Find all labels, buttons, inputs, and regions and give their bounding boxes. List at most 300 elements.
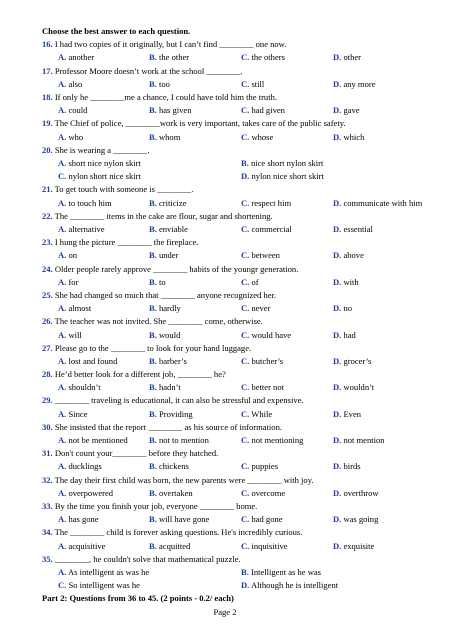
option-letter: A. xyxy=(58,382,67,393)
option-letter: B. xyxy=(149,105,157,116)
option-letter: C. xyxy=(58,580,67,591)
option-letter: B. xyxy=(149,435,157,446)
answer-option[interactable] xyxy=(58,104,87,117)
answer-option[interactable] xyxy=(333,355,371,368)
option-text: other xyxy=(343,52,362,63)
option-letter: A. xyxy=(58,435,67,446)
question-text: I had two copies of it originally, but I can’t find ________ one now. xyxy=(54,39,287,50)
answer-options xyxy=(42,566,442,579)
option-letter: B. xyxy=(149,303,157,314)
answer-options xyxy=(42,460,442,473)
option-text: on xyxy=(68,250,77,261)
option-text: with xyxy=(343,276,359,287)
answer-option[interactable] xyxy=(333,223,373,236)
option-text: Intelligent as he was xyxy=(250,567,321,578)
option-text: gave xyxy=(343,105,360,116)
option-text: not to mention xyxy=(158,435,209,446)
option-letter: C. xyxy=(241,514,250,525)
question-text: Don't count your________ before they hatched. xyxy=(54,448,219,459)
answer-option[interactable] xyxy=(241,276,259,289)
question-number: 29. xyxy=(42,395,53,406)
question-text: ________, he couldn't solve that mathematical puzzle. xyxy=(54,553,241,564)
option-text: will have gone xyxy=(158,514,210,525)
option-text: would xyxy=(158,329,181,340)
answer-option[interactable] xyxy=(241,381,284,394)
answer-option[interactable] xyxy=(149,329,180,342)
option-text: has gone xyxy=(68,514,99,525)
option-letter: B. xyxy=(149,131,157,142)
answer-options xyxy=(42,249,442,262)
option-letter: B. xyxy=(149,408,157,419)
option-text: which xyxy=(343,131,365,142)
question-text: The ________ child is forever asking questions. He's incredibly curious. xyxy=(54,527,303,538)
option-text: has given xyxy=(158,105,192,116)
option-letter: A. xyxy=(58,567,67,578)
option-letter: C. xyxy=(241,487,250,498)
answer-option[interactable] xyxy=(58,487,113,500)
option-letter: B. xyxy=(241,567,249,578)
answer-option[interactable] xyxy=(333,408,361,421)
option-text: nylon short nice skirt xyxy=(68,171,141,182)
option-letter: A. xyxy=(58,52,67,63)
answer-option[interactable] xyxy=(149,51,189,64)
option-text: exquisite xyxy=(343,540,375,551)
page-number: Page 2 xyxy=(213,607,237,617)
option-text: not mentioning xyxy=(251,435,304,446)
answer-options xyxy=(42,381,442,394)
answer-options xyxy=(42,540,442,553)
option-text: would have xyxy=(251,329,292,340)
option-text: hardly xyxy=(158,303,181,314)
question-number: 26. xyxy=(42,316,53,327)
option-letter: A. xyxy=(58,514,67,525)
question-stem xyxy=(42,263,442,276)
option-text: While xyxy=(251,408,273,419)
answer-option[interactable] xyxy=(149,408,193,421)
option-text: still xyxy=(251,78,265,89)
question-number: 19. xyxy=(42,118,53,129)
option-text: also xyxy=(68,78,83,89)
question-text: The Chief of police, ________work is very important, takes care of the public safety. xyxy=(54,118,346,129)
option-text: overthrow xyxy=(343,487,379,498)
option-letter: D. xyxy=(333,355,342,366)
question-text: She had changed so much that ________ anyone recognized her. xyxy=(54,289,277,300)
answer-option[interactable] xyxy=(333,276,359,289)
answer-option[interactable] xyxy=(333,78,376,91)
answer-option[interactable] xyxy=(241,540,288,553)
answer-option[interactable] xyxy=(241,408,272,421)
question-text: If only he ________me a chance, I could have told him the truth. xyxy=(54,91,277,102)
answer-options xyxy=(42,157,442,170)
option-text: inquisitive xyxy=(251,540,288,551)
option-letter: C. xyxy=(241,223,250,234)
answer-option[interactable] xyxy=(58,329,82,342)
option-text: essential xyxy=(343,223,373,234)
option-letter: C. xyxy=(241,303,250,314)
answer-option[interactable] xyxy=(149,513,209,526)
answer-options xyxy=(42,131,442,144)
answer-option[interactable] xyxy=(58,540,105,553)
question-number: 18. xyxy=(42,91,53,102)
answer-option[interactable] xyxy=(58,197,112,210)
answer-option[interactable] xyxy=(333,51,361,64)
option-letter: B. xyxy=(149,197,157,208)
answer-option[interactable] xyxy=(149,487,193,500)
answer-option[interactable] xyxy=(149,104,192,117)
option-text: better not xyxy=(251,382,284,393)
option-text: overpowered xyxy=(68,487,114,498)
answer-option[interactable] xyxy=(149,302,181,315)
question-number: 27. xyxy=(42,342,53,353)
answer-option[interactable] xyxy=(58,131,83,144)
option-text: acquisitive xyxy=(68,540,106,551)
answer-option[interactable] xyxy=(58,460,102,473)
option-text: enviable xyxy=(158,223,188,234)
question-number: 20. xyxy=(42,144,53,155)
answer-option[interactable] xyxy=(241,487,285,500)
question-stem xyxy=(42,236,442,249)
option-letter: B. xyxy=(149,329,157,340)
option-text: communicate with him xyxy=(343,197,423,208)
option-letter: A. xyxy=(58,250,67,261)
answer-option[interactable] xyxy=(333,513,378,526)
option-letter: C. xyxy=(241,52,250,63)
option-letter: C. xyxy=(241,355,250,366)
question-stem xyxy=(42,421,442,434)
option-letter: C. xyxy=(241,250,250,261)
question-number: 31. xyxy=(42,448,53,459)
answer-options xyxy=(42,197,442,210)
answer-option[interactable] xyxy=(333,540,374,553)
part-2-heading: Part 2: Questions from 36 to 45. (2 points - 0.2/ each) xyxy=(42,593,234,604)
question-number: 32. xyxy=(42,474,53,485)
option-letter: C. xyxy=(241,408,250,419)
answer-options xyxy=(42,408,442,421)
answer-option[interactable] xyxy=(241,513,283,526)
option-letter: A. xyxy=(58,105,67,116)
option-letter: D. xyxy=(333,78,342,89)
question-text: To get touch with someone is ________. xyxy=(54,184,194,195)
answer-option[interactable] xyxy=(333,104,360,117)
answer-options xyxy=(42,434,442,447)
option-text: respect him xyxy=(251,197,292,208)
option-text: could xyxy=(68,105,88,116)
question-stem xyxy=(42,91,442,104)
answer-options xyxy=(42,276,442,289)
option-letter: B. xyxy=(149,276,157,287)
option-letter: B. xyxy=(149,487,157,498)
option-letter: D. xyxy=(333,540,342,551)
option-text: not be mentioned xyxy=(68,435,128,446)
option-text: had given xyxy=(251,105,285,116)
option-letter: C. xyxy=(241,461,250,472)
option-text: to touch him xyxy=(68,197,112,208)
option-text: Providing xyxy=(158,408,193,419)
option-letter: D. xyxy=(333,408,342,419)
option-letter: C. xyxy=(241,197,250,208)
worksheet-page xyxy=(42,25,442,606)
option-text: had gone xyxy=(251,514,283,525)
option-text: lost and found xyxy=(68,355,118,366)
answer-option[interactable] xyxy=(333,381,374,394)
question-text: She is wearing a ________. xyxy=(54,144,150,155)
question-number: 33. xyxy=(42,501,53,512)
option-letter: B. xyxy=(149,250,157,261)
option-text: wouldn’t xyxy=(343,382,375,393)
option-text: So intelligent was he xyxy=(68,580,140,591)
answer-option[interactable] xyxy=(58,566,149,579)
answer-option[interactable] xyxy=(241,157,323,170)
option-letter: B. xyxy=(149,78,157,89)
option-letter: B. xyxy=(149,514,157,525)
option-letter: D. xyxy=(333,382,342,393)
option-letter: D. xyxy=(333,514,342,525)
option-letter: C. xyxy=(241,540,250,551)
answer-option[interactable] xyxy=(241,78,264,91)
option-letter: B. xyxy=(241,157,249,168)
option-text: whom xyxy=(158,131,181,142)
option-letter: D. xyxy=(333,461,342,472)
answer-option[interactable] xyxy=(58,434,128,447)
answer-option[interactable] xyxy=(333,249,364,262)
answer-option[interactable] xyxy=(58,513,99,526)
option-text: birds xyxy=(343,461,361,472)
option-letter: A. xyxy=(58,131,67,142)
option-letter: C. xyxy=(241,276,250,287)
question-stem xyxy=(42,500,442,513)
question-stem xyxy=(42,394,442,407)
answer-option[interactable] xyxy=(58,51,94,64)
question-text: Professor Moore doesn’t work at the school ________. xyxy=(54,65,243,76)
answer-option[interactable] xyxy=(241,197,291,210)
option-letter: A. xyxy=(58,408,67,419)
question-number: 25. xyxy=(42,289,53,300)
answer-option[interactable] xyxy=(241,249,280,262)
question-stem xyxy=(42,474,442,487)
question-stem xyxy=(42,553,442,566)
question-text: The day their first child was born, the new parents were ________ with joy. xyxy=(54,474,314,485)
answer-option[interactable] xyxy=(241,170,324,183)
answer-option[interactable] xyxy=(58,276,78,289)
question-number: 30. xyxy=(42,421,53,432)
option-letter: D. xyxy=(333,303,342,314)
option-letter: A. xyxy=(58,78,67,89)
section-heading: Choose the best answer to each question. xyxy=(42,26,191,36)
option-text: shouldn’t xyxy=(68,382,101,393)
option-text: too xyxy=(158,78,170,89)
answer-option[interactable] xyxy=(58,249,77,262)
answer-option[interactable] xyxy=(241,355,283,368)
answer-options xyxy=(42,104,442,117)
option-text: overtaken xyxy=(158,487,193,498)
question-stem xyxy=(42,144,442,157)
answer-option[interactable] xyxy=(149,381,181,394)
answer-option[interactable] xyxy=(241,131,273,144)
option-text: of xyxy=(251,276,259,287)
answer-option[interactable] xyxy=(149,540,190,553)
option-letter: B. xyxy=(149,355,157,366)
answer-option[interactable] xyxy=(241,579,338,592)
option-text: never xyxy=(251,303,271,314)
question-stem xyxy=(42,342,442,355)
question-number: 17. xyxy=(42,65,53,76)
question-stem xyxy=(42,315,442,328)
option-letter: A. xyxy=(58,197,67,208)
option-letter: A. xyxy=(58,303,67,314)
answer-option[interactable] xyxy=(149,460,189,473)
answer-option[interactable] xyxy=(333,302,352,315)
question-number: 16. xyxy=(42,39,53,50)
answer-options xyxy=(42,579,442,592)
option-letter: A. xyxy=(58,329,67,340)
option-text: overcome xyxy=(251,487,286,498)
option-text: ducklings xyxy=(68,461,102,472)
answer-options xyxy=(42,329,442,342)
option-letter: C. xyxy=(58,171,67,182)
option-text: will xyxy=(68,329,82,340)
option-text: no xyxy=(343,303,352,314)
question-number: 28. xyxy=(42,369,53,380)
option-letter: C. xyxy=(241,105,250,116)
answer-option[interactable] xyxy=(241,460,278,473)
option-text: grocer’s xyxy=(343,355,372,366)
answer-option[interactable] xyxy=(333,197,422,210)
option-text: not mention xyxy=(343,435,385,446)
answer-option[interactable] xyxy=(58,408,87,421)
option-text: barber’s xyxy=(158,355,187,366)
option-text: hadn’t xyxy=(158,382,181,393)
answer-option[interactable] xyxy=(333,329,356,342)
option-text: any more xyxy=(343,78,376,89)
answer-option[interactable] xyxy=(58,157,141,170)
option-text: under xyxy=(158,250,179,261)
option-letter: C. xyxy=(241,78,250,89)
option-text: who xyxy=(68,131,84,142)
question-number: 35. xyxy=(42,553,53,564)
option-text: puppies xyxy=(251,461,279,472)
option-letter: C. xyxy=(241,329,250,340)
option-letter: B. xyxy=(149,52,157,63)
option-letter: A. xyxy=(58,540,67,551)
option-text: for xyxy=(68,276,79,287)
question-number: 23. xyxy=(42,237,53,248)
question-text: By the time you finish your job, everyone ________ home. xyxy=(54,501,258,512)
option-text: another xyxy=(68,52,95,63)
answer-options xyxy=(42,51,442,64)
question-stem xyxy=(42,117,442,130)
option-letter: B. xyxy=(149,461,157,472)
question-text: The teacher was not invited. She ________ come, otherwise. xyxy=(54,316,263,327)
answer-option[interactable] xyxy=(241,434,303,447)
option-text: nice short nylon skirt xyxy=(250,157,324,168)
option-text: the other xyxy=(158,52,190,63)
question-text: Please go to the ________ to look for your hand luggage. xyxy=(54,342,252,353)
answer-option[interactable] xyxy=(149,197,187,210)
answer-option[interactable] xyxy=(149,276,166,289)
option-text: short nice nylon skirt xyxy=(68,157,141,168)
question-text: She insisted that the report ________ as his source of information. xyxy=(54,421,282,432)
option-letter: A. xyxy=(58,276,67,287)
option-letter: D. xyxy=(333,250,342,261)
option-letter: A. xyxy=(58,355,67,366)
answer-option[interactable] xyxy=(149,249,178,262)
answer-option[interactable] xyxy=(149,131,180,144)
question-stem xyxy=(42,183,442,196)
answer-option[interactable] xyxy=(58,381,101,394)
option-letter: A. xyxy=(58,223,67,234)
answer-option[interactable] xyxy=(149,434,209,447)
option-text: Although he is intelligent xyxy=(250,580,339,591)
option-text: chickens xyxy=(158,461,189,472)
question-text: ________ traveling is educational, it can also be stressful and expensive. xyxy=(54,395,304,406)
option-letter: D. xyxy=(333,435,342,446)
question-stem xyxy=(42,447,442,460)
answer-option[interactable] xyxy=(241,104,285,117)
question-list xyxy=(42,38,442,592)
answer-options xyxy=(42,223,442,236)
question-text: Older people rarely approve ________ habits of the youngr generation. xyxy=(54,263,299,274)
option-letter: D. xyxy=(333,276,342,287)
option-letter: D. xyxy=(333,329,342,340)
answer-option[interactable] xyxy=(58,355,117,368)
option-text: butcher’s xyxy=(251,355,284,366)
option-letter: A. xyxy=(58,461,67,472)
answer-option[interactable] xyxy=(241,566,321,579)
option-letter: B. xyxy=(149,382,157,393)
answer-option[interactable] xyxy=(58,223,105,236)
answer-option[interactable] xyxy=(333,434,385,447)
option-text: had xyxy=(343,329,356,340)
option-letter: C. xyxy=(241,435,250,446)
answer-option[interactable] xyxy=(241,51,285,64)
question-stem xyxy=(42,210,442,223)
option-letter: D. xyxy=(333,223,342,234)
answer-option[interactable] xyxy=(241,302,270,315)
answer-option[interactable] xyxy=(58,579,140,592)
option-text: Even xyxy=(343,408,362,419)
answer-option[interactable] xyxy=(333,460,361,473)
answer-option[interactable] xyxy=(149,223,188,236)
question-text: I hung the picture ________ the fireplace. xyxy=(54,237,199,248)
answer-options xyxy=(42,487,442,500)
answer-option[interactable] xyxy=(241,223,292,236)
answer-option[interactable] xyxy=(241,329,291,342)
answer-option[interactable] xyxy=(333,487,379,500)
question-number: 22. xyxy=(42,210,53,221)
answer-option[interactable] xyxy=(58,302,91,315)
question-number: 34. xyxy=(42,527,53,538)
option-letter: A. xyxy=(58,157,67,168)
option-letter: C. xyxy=(241,131,250,142)
question-stem xyxy=(42,38,442,51)
option-letter: D. xyxy=(333,105,342,116)
option-text: to xyxy=(158,276,166,287)
option-text: between xyxy=(251,250,280,261)
answer-option[interactable] xyxy=(149,78,170,91)
option-text: alternative xyxy=(68,223,105,234)
option-text: above xyxy=(343,250,364,261)
answer-option[interactable] xyxy=(149,355,187,368)
option-text: whose xyxy=(251,131,274,142)
option-text: nylon nice short skirt xyxy=(251,171,324,182)
answer-option[interactable] xyxy=(58,170,141,183)
question-text: The ________ items in the cake are flour, sugar and shortening. xyxy=(54,210,273,221)
option-text: criticize xyxy=(158,197,187,208)
answer-option[interactable] xyxy=(58,78,82,91)
question-stem xyxy=(42,526,442,539)
answer-options xyxy=(42,170,442,183)
answer-option[interactable] xyxy=(333,131,364,144)
